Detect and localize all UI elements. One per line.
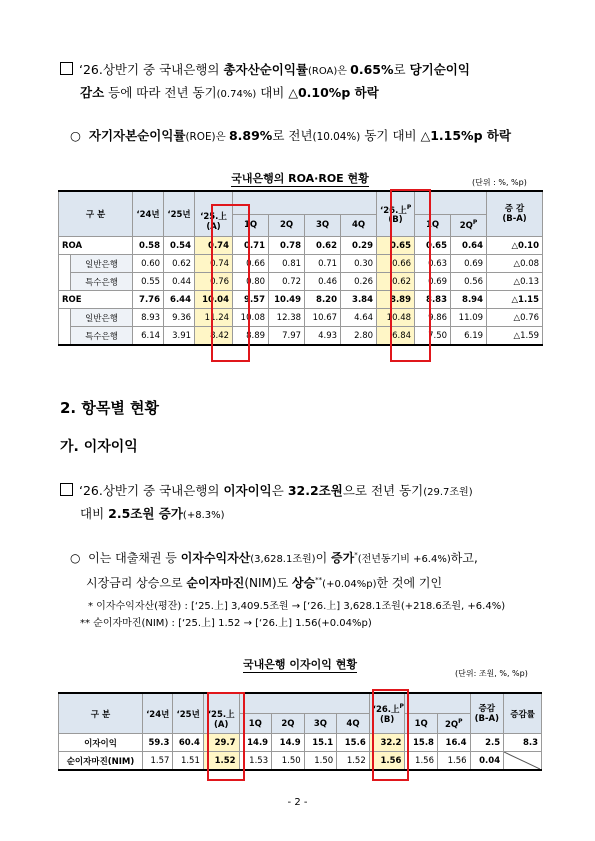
header-26-quarters	[415, 191, 487, 214]
empty-diagonal-cell	[504, 752, 542, 771]
header-25-quarters	[239, 693, 369, 714]
header-nq2: $2Q^P$	[451, 214, 487, 236]
header-25h: ‘25.上 (A)	[195, 191, 233, 237]
header-nq2: $2Q^P$	[437, 714, 470, 734]
header-nq1: 1Q	[405, 714, 438, 734]
circle-bullet-icon: ○	[70, 551, 81, 565]
header-gubun: 구 분	[59, 191, 133, 237]
paragraph-reason: ○ 이는 대출채권 등 이자수익자산(3,628.1조원)이 증가*(전년동기비 +6.4%)하고, 시장금리 상승으로 순이자마진(NIM)도 상승**(+0.04%p)한 것에 기인	[70, 551, 478, 590]
header-q4: 4Q	[341, 214, 377, 236]
table1-unit: (단위 : %, %p)	[472, 178, 527, 187]
checkbox-bullet-icon	[60, 483, 73, 496]
table-row: 일반은행 0.60 0.62 0.74 0.66 0.81 0.71 0.30 0.66 0.63 0.69 △0.08	[59, 255, 543, 273]
footnote-1: * 이자수익자산(평잔) : [‘25.上] 3,409.5조원 → [‘26.上] 3,628.1조원(+218.6조원, +6.4%)	[88, 601, 506, 612]
header-2025: ‘25년	[173, 693, 203, 734]
table-row: ROA 0.58 0.54 0.74 0.71 0.78 0.62 0.29 0.65 0.65 0.64 △0.10	[59, 237, 543, 255]
diagonal-line-icon	[504, 752, 540, 769]
header-q2: 2Q	[269, 214, 305, 236]
header-q3: 3Q	[305, 214, 341, 236]
table-row: 특수은행 6.14 3.91 8.42 8.89 7.97 4.93 2.80 6.84 7.50 6.19 △1.59	[59, 327, 543, 346]
header-25-quarters	[233, 191, 377, 214]
header-q3: 3Q	[304, 714, 337, 734]
page-number: - 2 -	[287, 797, 308, 808]
header-nq1: 1Q	[415, 214, 451, 236]
header-q1: 1Q	[239, 714, 272, 734]
table-row: 이자이익 59.3 60.4 29.7 14.9 14.9 15.1 15.6 32.2 15.8 16.4 2.5 8.3	[59, 734, 542, 752]
table-row: ROE 7.76 6.44 10.04 9.57 10.49 8.20 3.84 8.89 8.83 8.94 △1.15	[59, 291, 543, 309]
table2-unit: (단위: 조원, %, %p)	[455, 669, 528, 678]
paragraph-interest-income: ‘26.상반기 중 국내은행의 이자이익은 32.2조원으로 전년 동기(29.7조원) 대비 2.5조원 증가(+8.3%)	[60, 480, 550, 526]
section-heading: 2. 항목별 현황	[60, 399, 160, 417]
header-rate: 증감률	[504, 693, 542, 734]
table-row: 순이자마진(NIM) 1.57 1.51 1.52 1.53 1.50 1.50 1.52 1.56 1.56 1.56 0.04	[59, 752, 542, 771]
header-q4: 4Q	[337, 714, 370, 734]
header-diff: 증감 (B-A)	[470, 693, 504, 734]
table-row: 특수은행 0.55 0.44 0.76 0.80 0.72 0.46 0.26 0.62 0.69 0.56 △0.13	[59, 273, 543, 291]
interest-income-table	[58, 692, 542, 771]
header-26h: ‘26.上$^P$ (B)	[377, 191, 415, 237]
checkbox-bullet-icon	[60, 62, 73, 75]
paragraph-roa: ‘26.상반기 중 국내은행의 총자산순이익률(ROA)은 0.65%로 당기순이익 감소 등에 따라 전년 동기(0.74%) 대비 △0.10%p 하락	[60, 59, 550, 105]
header-q2: 2Q	[272, 714, 305, 734]
table2-title: 국내은행 이자이익 현황	[243, 658, 357, 671]
header-q1: 1Q	[233, 214, 269, 236]
header-gubun: 구 분	[59, 693, 143, 734]
table1-title: 국내은행의 ROA·ROE 현황	[231, 172, 369, 185]
circle-bullet-icon: ○	[70, 128, 81, 143]
header-25h: ‘25.上 (A)	[203, 693, 239, 734]
roa-roe-table	[58, 190, 543, 346]
header-2025: ‘25년	[164, 191, 195, 237]
table-row: 일반은행 8.93 9.36 11.24 10.08 12.38 10.67 4.64 10.48 9.86 11.09 △0.76	[59, 309, 543, 327]
header-2024: ‘24년	[143, 693, 173, 734]
subsection-heading: 가. 이자이익	[60, 439, 138, 455]
header-2024: ‘24년	[133, 191, 164, 237]
paragraph-roe: ○ 자기자본순이익률(ROE)은 8.89%로 전년(10.04%) 동기 대비 △1.15%p 하락	[70, 128, 512, 143]
header-diff: 증 감 (B-A)	[487, 191, 543, 237]
header-26-quarters	[405, 693, 470, 714]
footnote-2: ** 순이자마진(NIM) : [‘25.上] 1.52 → [‘26.上] 1.56(+0.04%p)	[80, 618, 372, 629]
header-26h: ‘26.上$^P$ (B)	[369, 693, 405, 734]
